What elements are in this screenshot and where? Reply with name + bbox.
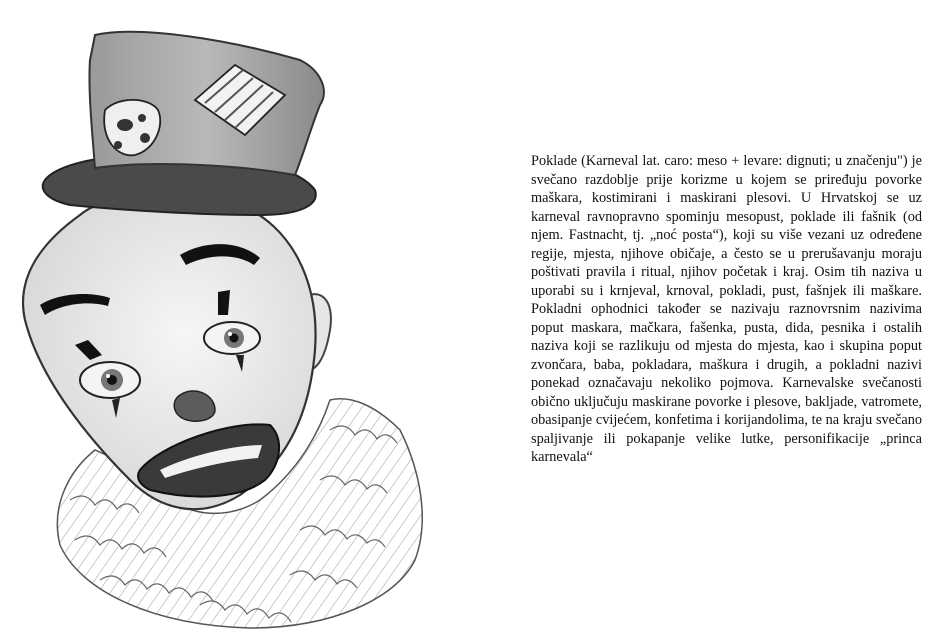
article-paragraph: Poklade (Karneval lat. caro: meso + levare: dignuti; u značenju") je svečano razdoblje prije korizme u kojem se priređuju povorke maškara, kostimirani i maskirani plesovi. U Hrvatskoj se uz karneval ravnopravno spominju mesopust, poklade ili fašnik (od njem. Fastnacht, tj. „noć posta“), koji su više vezani uz određene regije, mjesta, njihove običaje, a često se u prerušavanju moraju poštivati pravila i ritual, njihov početak i kraj. Osim tih naziva u uporabi su i krnjeval, krnoval, pokladi, pust, fašnjek ili maškare. Pokladni ophodnici također se nazivaju raznovrsnim nazivima poput maskara, mačkara, fašenka, pusta, dida, pesnika i ostalih naziva koji se razlikuju od mjesta do mjesta, kao i skupina poput zvončara, baba, pokladara, maškura i drugih, a pokladni nazivi ponekad označavaju nekoliko pojmova. Karnevalske svečanosti obično uključuju maskirane povorke i plesove, bakljade, vatromete, obasipanje cvijećem, konfetima i korijandolima, te na kraju svečano spaljivanje ili pokapanje velike lutke, personifikacije „princa karnevala“	[531, 153, 922, 465]
